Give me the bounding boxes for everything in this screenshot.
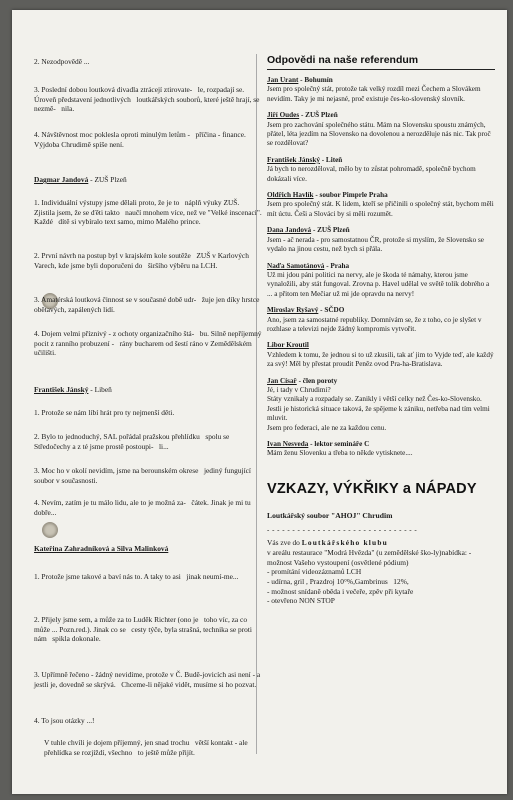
respondent-name-text: Naďa Samotánová — [267, 261, 325, 270]
heading-rule — [267, 69, 495, 70]
respondent-answer: Vzhledem k tomu, že jednou si to už zkusili, tak ať jim to Vyjde teď, ale každý za svý! Měl by přestat proudit Peněz ovod Pra-ha-Bratislava. — [267, 350, 494, 369]
respondent-name-text: Miroslav Ryšavý — [267, 306, 319, 315]
referendum-entry — [267, 306, 495, 334]
invitation-text — [267, 538, 495, 548]
respondent-name — [34, 175, 262, 185]
left-column — [34, 10, 262, 794]
referendum-entry — [267, 76, 495, 104]
answer-paragraph: 3. Amatérská loutková činnost se v současné době udr- žuje jen díky hrstce obětavých, zapálených lidí. — [34, 295, 260, 314]
respondent-answer: Mám ženu Slovenku a třeba to někde vytisknete.... — [267, 449, 413, 458]
answer-paragraph: 2. Přijely jsme sem, a může za to Luděk Richter (ono je toho víc, za co může ... Pozn.red.). Jinak co se cesty týče, byla strašná, technika se proti nám spikla dokonale. — [34, 615, 252, 644]
respondent-header — [267, 306, 495, 315]
referendum-entry — [267, 262, 495, 300]
referendum-heading: Odpovědi na naše referendum — [267, 54, 419, 66]
referendum-entry — [267, 156, 495, 184]
referendum-entries — [267, 76, 495, 459]
respondent-name-text: Oldřich Havlík — [267, 191, 314, 200]
referendum-entry — [267, 111, 495, 149]
respondent-answer: Jé, i tady v Chrudimi? Státy vznikaly a rozpadaly se. Zanikly i větší celky než Čes-ko-Slovensko. Jestli je historická situace taková, že spějeme k zániku, netřeba nad tím velmi mluvit. Jsem pro federaci, ale ne za každou cenu. — [267, 385, 490, 432]
respondent-place: - lektor semináře C — [308, 440, 370, 448]
answer-paragraph: 4. Návštěvnost moc poklesla oproti minulým letům - příčina - finance. Výjdoba Chrudimě spíše není. — [34, 130, 246, 149]
answer-paragraph: 2. Nezodpovědě ... — [34, 57, 90, 66]
offer-item: - možnost snídaně oběda i večeře, zpěv při kytaře — [267, 586, 414, 596]
respondent-header — [267, 440, 495, 449]
respondent-name-text: Dana Jandová — [267, 226, 312, 235]
answer-paragraph: 1. Protože jsme takové a baví nás to. A taky to asi jinak neumí-me... — [34, 572, 239, 581]
respondent-name-text: Jiří Oudes — [267, 111, 300, 120]
invitation-club: Loutkářského klubu — [301, 538, 388, 548]
respondent-place: - Liteň — [319, 155, 343, 164]
respondent-place: - soubor Pimprle Praha — [313, 191, 388, 200]
invitation-detail: v areálu restaurace "Modrá Hvězda" (u zemědělské ško-ly)nabídka: - možnost Vašeho vystoupení (osvětlené pódium) — [267, 547, 472, 567]
respondent-header — [267, 377, 495, 386]
referendum-entry — [267, 377, 495, 433]
respondent-answer: Ano, jsem za samostatné republiky. Domnívám se, že z toho, co je slyšet v rozhlase a televizi nejde žádný kompromis vytvořit. — [267, 315, 482, 333]
respondent-header — [267, 156, 495, 165]
answer-paragraph: 4. Dojem velmi příznivý - z ochoty organizačního štá- bu. Silně nepříjemný pocit z ranního probuzení - rány bucharem od šestí ráno v Zemědělském učilišti. — [34, 329, 262, 358]
referendum-entry — [267, 226, 495, 254]
respondent-name-text: Ivan Nesveda — [267, 440, 309, 448]
respondent-place: - Praha — [324, 261, 350, 270]
document-page — [12, 10, 507, 794]
respondent-answer: Jsem pro společný stát. K lidem, kteří se přičinili o společný stát, bychom měli mít úctu. Češi a Slováci by si měli rozumět. — [267, 200, 494, 218]
referendum-entry — [267, 341, 495, 369]
respondent-answer: Já bych to nerozděloval, mělo by to zůstat pohromadě, společně bychom dokázali více. — [267, 165, 476, 183]
respondent-place: - Libeň — [88, 385, 112, 394]
club-title: Loutkářský soubor "AHOJ" Chrudim — [267, 510, 393, 520]
respondent-answer: Jsem - ač nerada - pro samostatnou ČR, protože si myslím, že Slovensko se vydalo na jinou cestu, než bych si přála. — [267, 235, 484, 254]
offer-item: - promítání videozáznamů LCH — [267, 567, 362, 577]
respondent-header — [267, 262, 495, 271]
section-heading: VZKAZY, VÝKŘIKY a NÁPADY — [267, 480, 477, 497]
answer-paragraph: 1. Protože se nám líbí hrát pro ty nejmenší děti. — [34, 408, 175, 417]
respondent-header — [267, 341, 495, 350]
respondent-name-text: Jan Urant — [267, 76, 299, 84]
answer-paragraph: 3. Upřímně řečeno - žádný nevidíme, protože v Č. Budě-jovicích asi není - a jestli je, dovedně se skrývá. Chceme-li nějaké vidět, musíme si ho pozvat. — [34, 670, 261, 689]
respondent-name-text: Libor Kroutil — [267, 341, 309, 350]
referendum-entry — [267, 440, 495, 459]
respondent-header — [267, 111, 495, 120]
answer-paragraph: 1. Individuální výstupy jsme dělali proto, že je to náplň výuky ZUŠ. Zjistila jsem, že se ďěti takto naučí mnohem více, než ve "Velké inscenaci". Každé dítě si vybíralo text samo, mimo Malého prince. — [34, 198, 262, 227]
respondent-answer: Už mi jdou páni politici na nervy, ale je škoda té námahy, kterou jsme vynaložili, aby stát fungoval. Zrovna p. Havel udělal ve světě tolik dobrého a ... a přitom ten Mečiar už mi jde opravdu na nervy! — [267, 270, 490, 298]
answer-paragraph: 4. Nevím, zatím je tu málo lidu, ale to je možná za- čátek. Jinak je mi tu dobře... — [34, 498, 251, 517]
respondent-place: - ZUŠ Plzeň — [299, 111, 338, 120]
right-column — [267, 54, 495, 794]
respondent-header — [267, 76, 495, 85]
respondent-name-text: Dagmar Jandová — [34, 175, 89, 184]
answer-paragraph: 4. To jsou otázky ...! — [34, 716, 95, 725]
answer-paragraph: 2. První návrh na postup byl v krajském kole soutěže ZUŠ v Karlových Varech, kde jsme byli doporučeni do širšího výběru na LCH. — [34, 251, 249, 270]
respondent-place: - člen poroty — [296, 376, 338, 385]
respondent-place: - SČDO — [318, 306, 345, 315]
answer-paragraph: 3. Moc ho v okolí nevidím, jsme na berounském okrese jediný fungující soubor v současnosti. — [34, 466, 251, 485]
respondent-answer: Jsem pro společný stát, protože tak velký rozdíl mezi Čechem a Slovákem nevidím. Taky je mi nejasné, proč existuje čes-ko-slovenský slovník. — [267, 85, 481, 103]
respondent-name-text: František Jánský — [267, 155, 320, 164]
answer-paragraph: 3. Poslední dobou loutková divadla ztrácejí ztirovate- le, rozpadají se. Úroveň představení jednotlivých loutkářských souborů, které ještě hrají, se nezmě- nila. — [34, 85, 260, 114]
respondent-header — [267, 191, 495, 200]
respondent-header — [267, 226, 495, 235]
offer-item: - otevřeno NON STOP — [267, 596, 335, 606]
offer-item: - udírna, gril , Prazdroj 10°%,Gambrinus 12%, — [267, 577, 409, 587]
respondent-answer: Jsem pro zachování společného státu. Mám na Slovensku spoustu známých, přátel, léta jezdím na Slovensko na dovolenou a nerozděluje nás nic. Tak proč se rozdělovat? — [267, 120, 491, 148]
invitation-start: Vás zve do — [267, 538, 302, 548]
respondent-name-text: Kateřina Zahradníková a Silva Malinková — [34, 544, 169, 553]
respondent-name — [34, 544, 262, 554]
respondent-place: - Bohumín — [298, 76, 333, 84]
answer-paragraph: 2. Bylo to jednoduchý, SAL pořádal pražskou přehlídku spolu se Středočechy a z té jsme prostě postoupi- li... — [34, 432, 230, 451]
respondent-name — [34, 385, 262, 395]
respondent-name-text: Jan Císař — [267, 376, 297, 385]
dashed-separator: - - - - - - - - - - - - - - - - - - - - - - - - - - - - - - — [267, 525, 418, 534]
respondent-place: - ZUŠ Plzeň — [311, 226, 350, 235]
respondent-place: - ZUŠ Plzeň — [88, 175, 127, 184]
answer-paragraph: V tuhle chvíli je dojem příjemný, jen snad trochu větší kontakt - ale přehlídka se rozjíždí, všechno to ještě může přijít. — [44, 738, 248, 757]
referendum-entry — [267, 191, 495, 219]
respondent-name-text: František Jánský — [34, 385, 89, 394]
